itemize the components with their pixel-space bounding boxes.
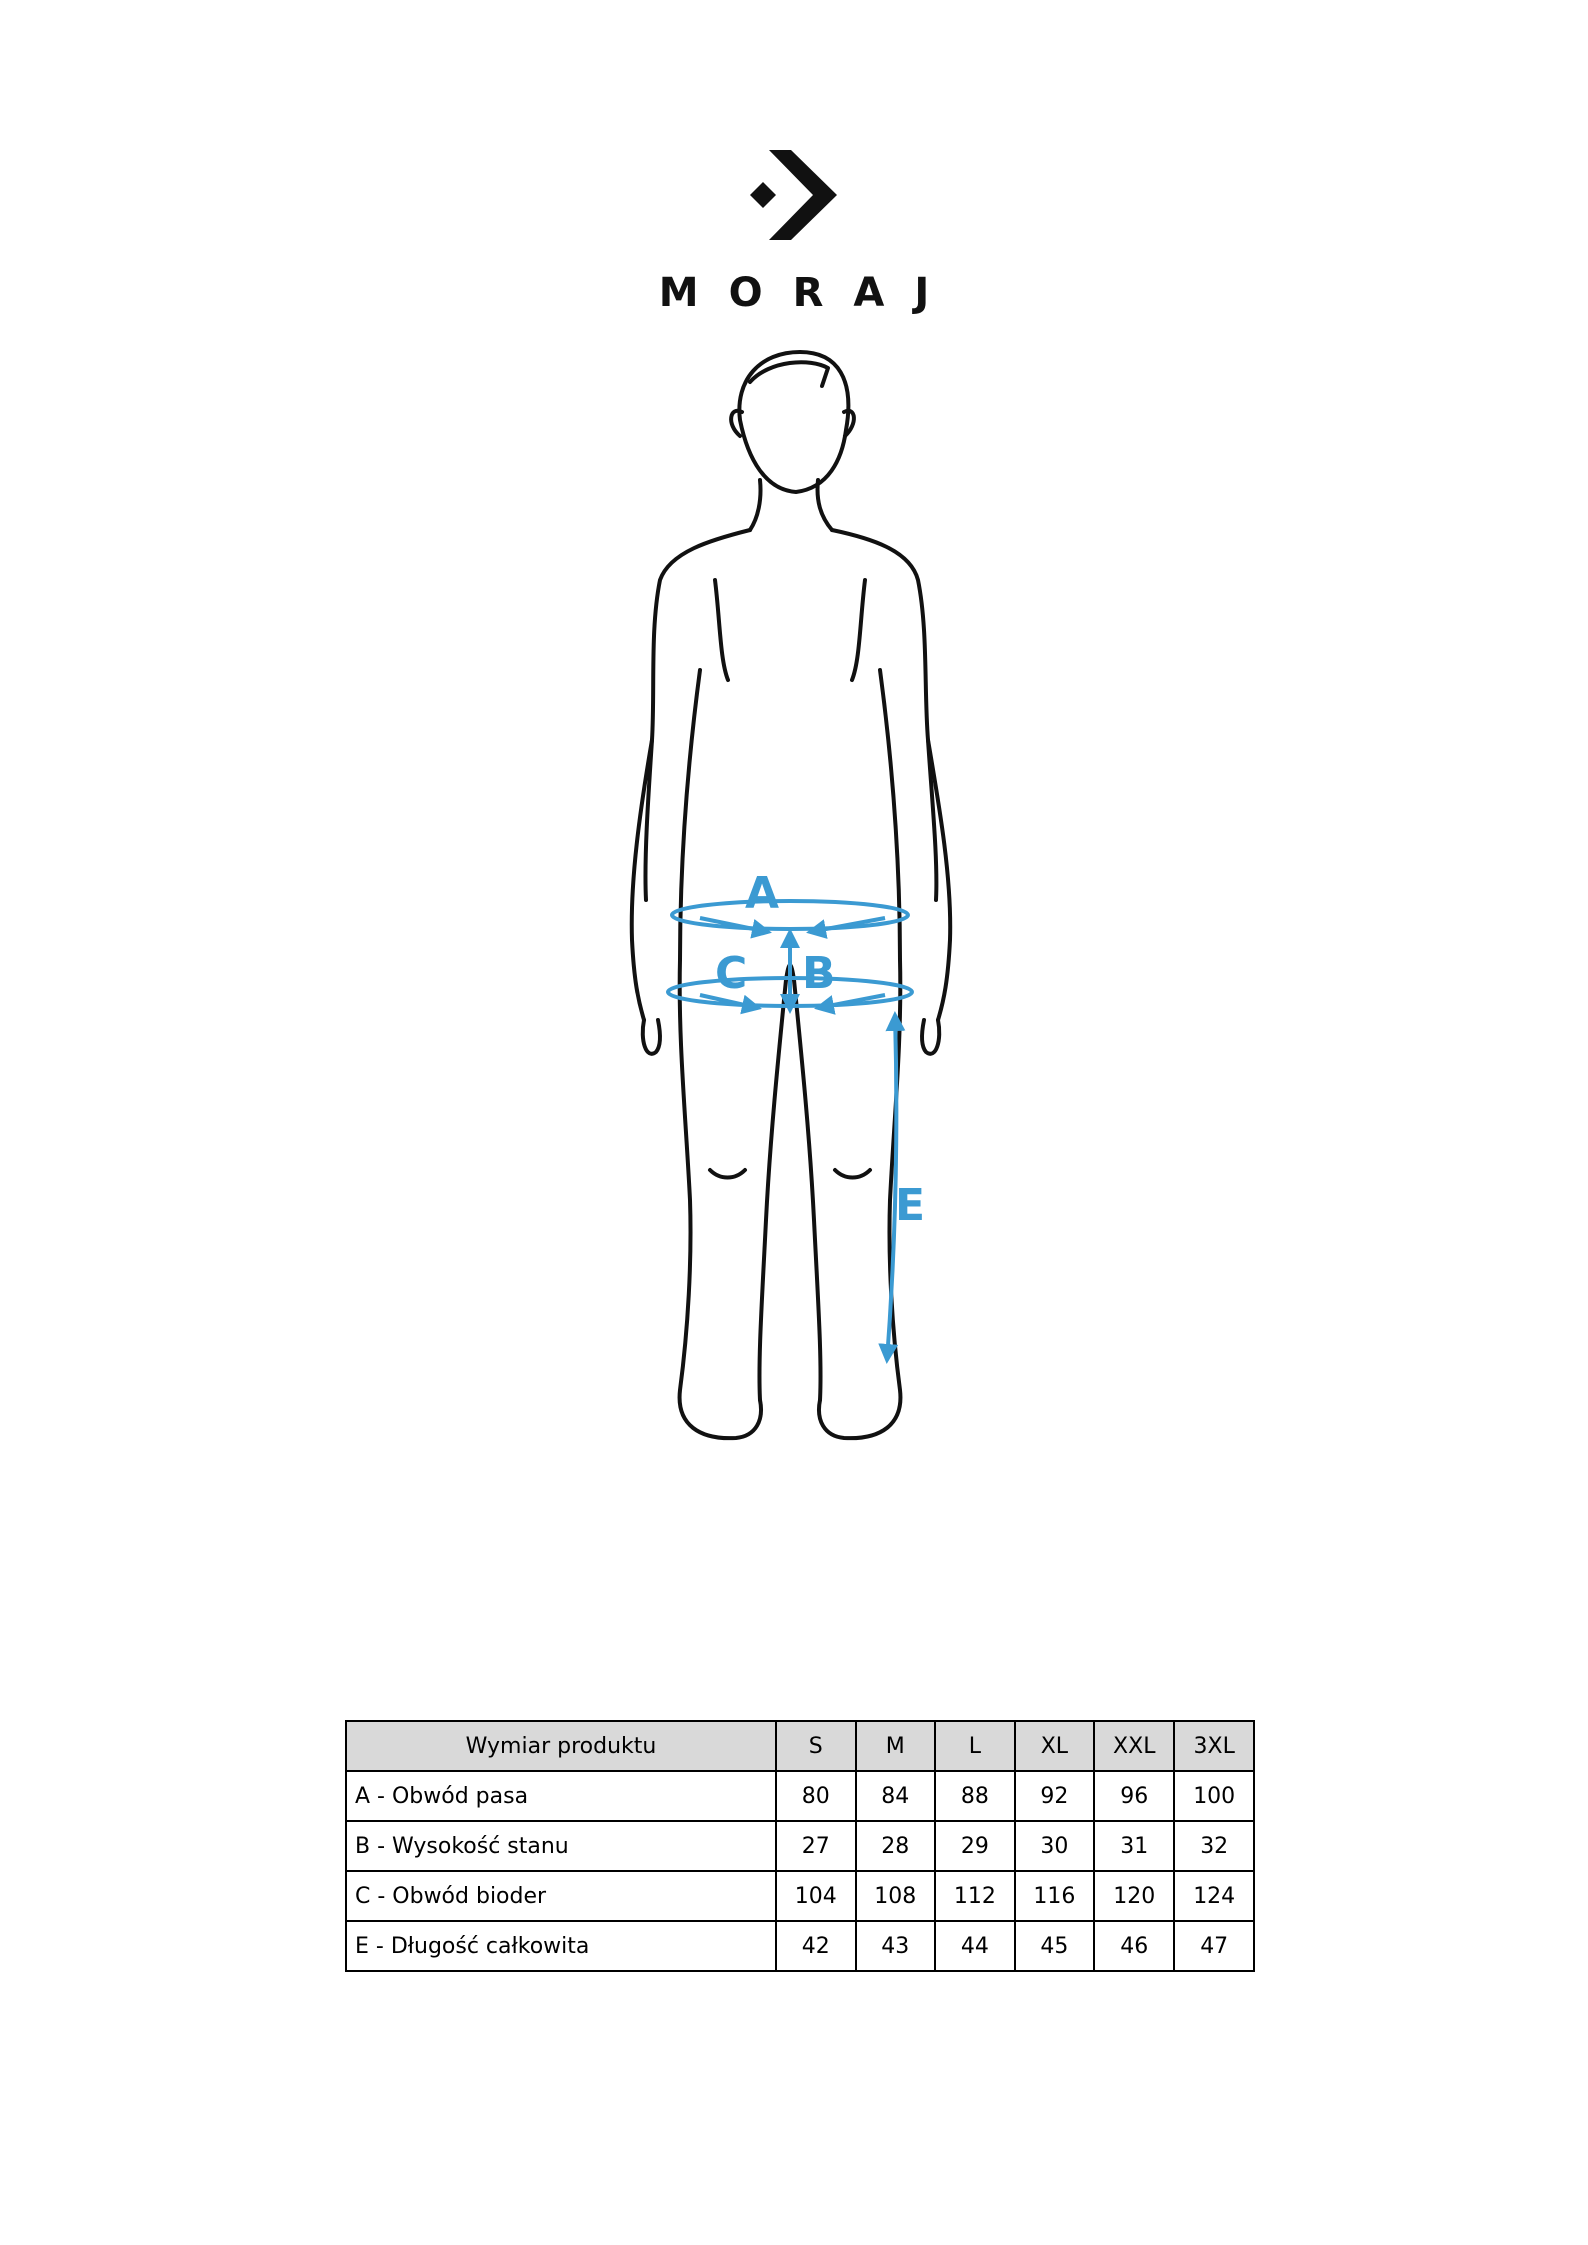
table-cell: 84 xyxy=(856,1771,936,1821)
table-cell: 28 xyxy=(856,1821,936,1871)
header-param: Wymiar produktu xyxy=(346,1721,776,1771)
table-cell: 92 xyxy=(1015,1771,1095,1821)
row-label: A - Obwód pasa xyxy=(346,1771,776,1821)
header-size: L xyxy=(935,1721,1015,1771)
table-cell: 30 xyxy=(1015,1821,1095,1871)
size-table xyxy=(345,1720,1255,1972)
table-row xyxy=(346,1821,1254,1871)
table-cell: 116 xyxy=(1015,1871,1095,1921)
table-cell: 45 xyxy=(1015,1921,1095,1971)
human-figure-outline xyxy=(632,352,950,1438)
table-cell: 96 xyxy=(1094,1771,1174,1821)
row-label: B - Wysokość stanu xyxy=(346,1821,776,1871)
table-row xyxy=(346,1921,1254,1971)
label-b: B xyxy=(802,948,836,999)
table-row xyxy=(346,1871,1254,1921)
table-cell: 32 xyxy=(1174,1821,1254,1871)
table-header-row xyxy=(346,1721,1254,1771)
table-cell: 104 xyxy=(776,1871,856,1921)
row-label: E - Długość całkowita xyxy=(346,1921,776,1971)
header-size: M xyxy=(856,1721,936,1771)
header-size: 3XL xyxy=(1174,1721,1254,1771)
measurement-marks xyxy=(668,901,912,1360)
header-size: S xyxy=(776,1721,856,1771)
header-size: XXL xyxy=(1094,1721,1174,1771)
table-cell: 108 xyxy=(856,1871,936,1921)
table-cell: 43 xyxy=(856,1921,936,1971)
label-a: A xyxy=(745,868,780,919)
label-c: C xyxy=(715,948,748,999)
body-measurement-diagram xyxy=(560,340,1020,1540)
brand-logo xyxy=(0,150,1588,316)
header-size: XL xyxy=(1015,1721,1095,1771)
table-cell: 80 xyxy=(776,1771,856,1821)
waist-circumference-ring xyxy=(672,901,908,929)
table-cell: 120 xyxy=(1094,1871,1174,1921)
chevron-arrow-icon xyxy=(749,150,839,240)
row-label: C - Obwód bioder xyxy=(346,1871,776,1921)
table-cell: 42 xyxy=(776,1921,856,1971)
table-row xyxy=(346,1771,1254,1821)
table-cell: 124 xyxy=(1174,1871,1254,1921)
table-cell: 88 xyxy=(935,1771,1015,1821)
table-cell: 100 xyxy=(1174,1771,1254,1821)
table-cell: 44 xyxy=(935,1921,1015,1971)
brand-name: MORAJ xyxy=(658,270,960,316)
table-cell: 27 xyxy=(776,1821,856,1871)
table-cell: 47 xyxy=(1174,1921,1254,1971)
label-e: E xyxy=(895,1180,926,1231)
table-cell: 46 xyxy=(1094,1921,1174,1971)
table-cell: 112 xyxy=(935,1871,1015,1921)
table-cell: 31 xyxy=(1094,1821,1174,1871)
table-cell: 29 xyxy=(935,1821,1015,1871)
